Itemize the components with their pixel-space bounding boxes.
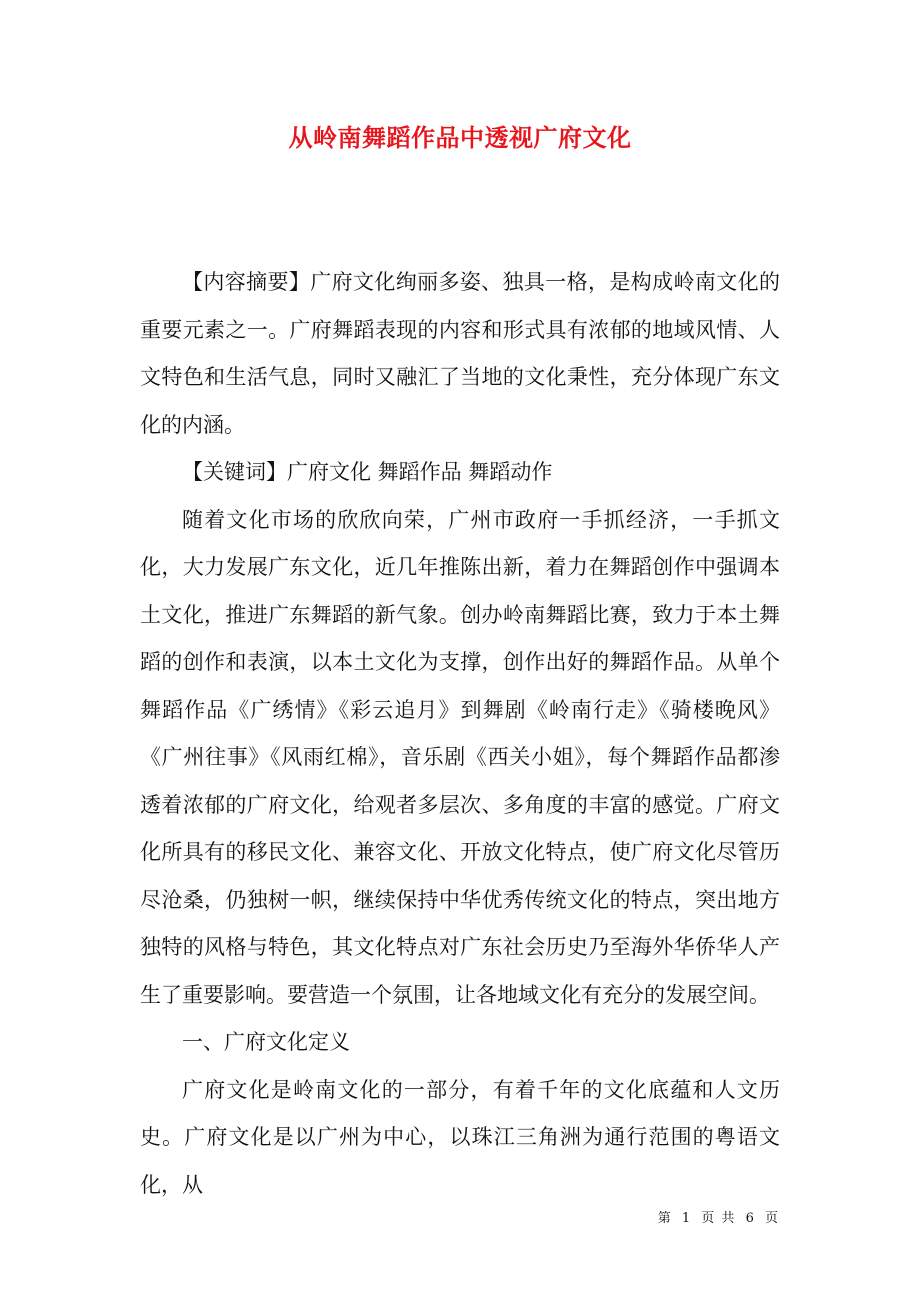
keywords-paragraph: 【关键词】广府文化 舞蹈作品 舞蹈动作 [182, 460, 553, 484]
page-label-mid: 页 共 [701, 1211, 735, 1226]
document-title: 从岭南舞蹈作品中透视广府文化 [288, 123, 632, 152]
document-body [140, 259, 780, 1209]
page-number-footer [656, 1207, 780, 1226]
intro-paragraph: 随着文化市场的欣欣向荣，广州市政府一手抓经济，一手抓文化，大力发展广东文化，近几年推陈出新，着力在舞蹈创作中强调本土文化，推进广东舞蹈的新气象。创办岭南舞蹈比赛，致力于本土舞蹈的创作和表演，以本土文化为支撑，创作出好的舞蹈作品。从单个舞蹈作品《广绣情》《彩云追月》到舞剧《岭南行走》《骑楼晚风》《广州往事》《风雨红棉》，音乐剧《西关小姐》，每个舞蹈作品都渗透着浓郁的广府文化，给观者多层次、多角度的丰富的感觉。广府文化所具有的移民文化、兼容文化、开放文化特点，使广府文化尽管历尽沧桑，仍独树一帜，继续保持中华优秀传统文化的特点，突出地方独特的风格与特色，其文化特点对广东社会历史乃至海外华侨华人产生了重要影响。要营造一个氛围，让各地域文化有充分的发展空间。 [140, 507, 780, 1007]
definition-paragraph: 广府文化是岭南文化的一部分，有着千年的文化底蕴和人文历史。广府文化是以广州为中心，以珠江三角洲为通行范围的粤语文化，从 [140, 1077, 780, 1197]
page-label-prefix: 第 [657, 1211, 671, 1226]
total-page-number: 6 [745, 1211, 754, 1226]
section-heading: 一、广府文化定义 [182, 1030, 350, 1054]
page-label-suffix: 页 [764, 1211, 778, 1226]
abstract-paragraph: 【内容摘要】广府文化绚丽多姿、独具一格，是构成岭南文化的重要元素之一。广府舞蹈表现的内容和形式具有浓郁的地域风情、人文特色和生活气息，同时又融汇了当地的文化秉性，充分体现广东文化的内涵。 [140, 270, 780, 437]
current-page-number: 1 [681, 1211, 691, 1226]
